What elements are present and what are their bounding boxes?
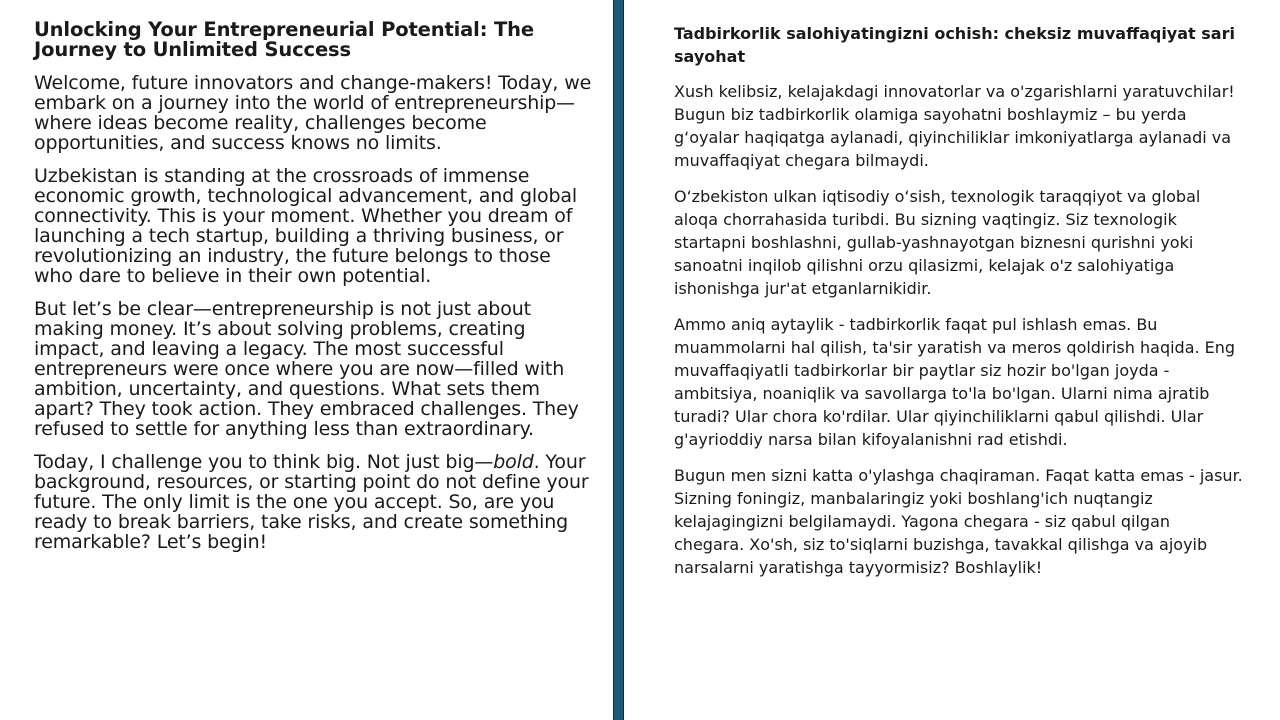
- vertical-divider: [613, 0, 624, 720]
- english-title: Unlocking Your Entrepreneurial Potential: The Journey to Unlimited Success: [34, 18, 534, 61]
- uzbek-paragraph-3: Ammo aniq aytaylik - tadbirkorlik faqat pul ishlash emas. Bu muammolarni hal qilish, ta'sir yaratish va meros qoldirish haqida. Eng muvaffaqiyatli tadbirkorlar bir paytlar siz hozir bo'lgan joyda - ambitsiya, noaniqlik va savollarga to'la bo'lgan. Ularni nima ajratib turadi? Ular chora ko'rdilar. Ular qiyinchiliklarni qabul qilishdi. Ular g'ayrioddiy narsa bilan kifoyalanishni rad etishdi.: [674, 315, 1236, 449]
- english-column: [34, 20, 594, 565]
- english-emphasis-bold: bold: [493, 451, 534, 473]
- uzbek-paragraph-1: Xush kelibsiz, kelajakdagi innovatorlar va o'zgarishlarni yaratuvchilar! Bugun biz tadbirkorlik olamiga sayohatni boshlaymiz – bu yerda g‘oyalar haqiqatga aylanadi, qiyinchiliklar imkoniyatlarga aylanadi va muvaffaqiyat chegara bilmaydi.: [674, 82, 1235, 170]
- english-paragraph-3: But let’s be clear—entrepreneurship is not just about making money. It’s about solving problems, creating impact, and leaving a legacy. The most successful entrepreneurs were once where you are now—filled with ambition, uncertainty, and questions. What sets them apart? They took action. They embraced challenges. They refused to settle for anything less than extraordinary.: [34, 298, 579, 440]
- english-paragraph-4-start: Today, I challenge you to think big. Not just big—: [34, 451, 494, 473]
- english-paragraph-1: Welcome, future innovators and change-makers! Today, we embark on a journey into the world of entrepreneurship—where ideas become reality, challenges become opportunities, and success knows no limits.: [34, 72, 592, 154]
- english-paragraph-4: [34, 452, 594, 552]
- uzbek-title: Tadbirkorlik salohiyatingizni ochish: cheksiz muvaffaqiyat sari sayohat: [674, 24, 1235, 66]
- uzbek-paragraph-4: Bugun men sizni katta o'ylashga chaqiraman. Faqat katta emas - jasur. Sizning foningiz, manbalaringiz yoki boshlang'ich nuqtangiz kelajagingizni belgilamaydi. Yagona chegara - siz qabul qilgan chegara. Xo'sh, siz to'siqlarni buzishga, tavakkal qilishga va ajoyib narsalarni yaratishga tayyormisiz? Boshlaylik!: [674, 466, 1243, 577]
- uzbek-column: [674, 22, 1244, 592]
- uzbek-paragraph-2: O‘zbekiston ulkan iqtisodiy o‘sish, texnologik taraqqiyot va global aloqa chorrahasida turibdi. Bu sizning vaqtingiz. Siz texnologik startapni boshlashni, gullab-yashnayotgan biznesni qurishni yoki sanoatni inqilob qilishni orzu qilasizmi, kelajak o'z salohiyatiga ishonishga jur'at etganlarnikidir.: [674, 187, 1201, 298]
- english-paragraph-2: Uzbekistan is standing at the crossroads of immense economic growth, technological advancement, and global connectivity. This is your moment. Whether you dream of launching a tech startup, building a thriving business, or revolutionizing an industry, the future belongs to those who dare to believe in their own potential.: [34, 165, 578, 287]
- english-paragraph-4-end: . Your background, resources, or starting point do not define your future. The only limit is the one you accept. So, are you ready to break barriers, take risks, and create something remarkable? Let’s begin!: [34, 451, 589, 553]
